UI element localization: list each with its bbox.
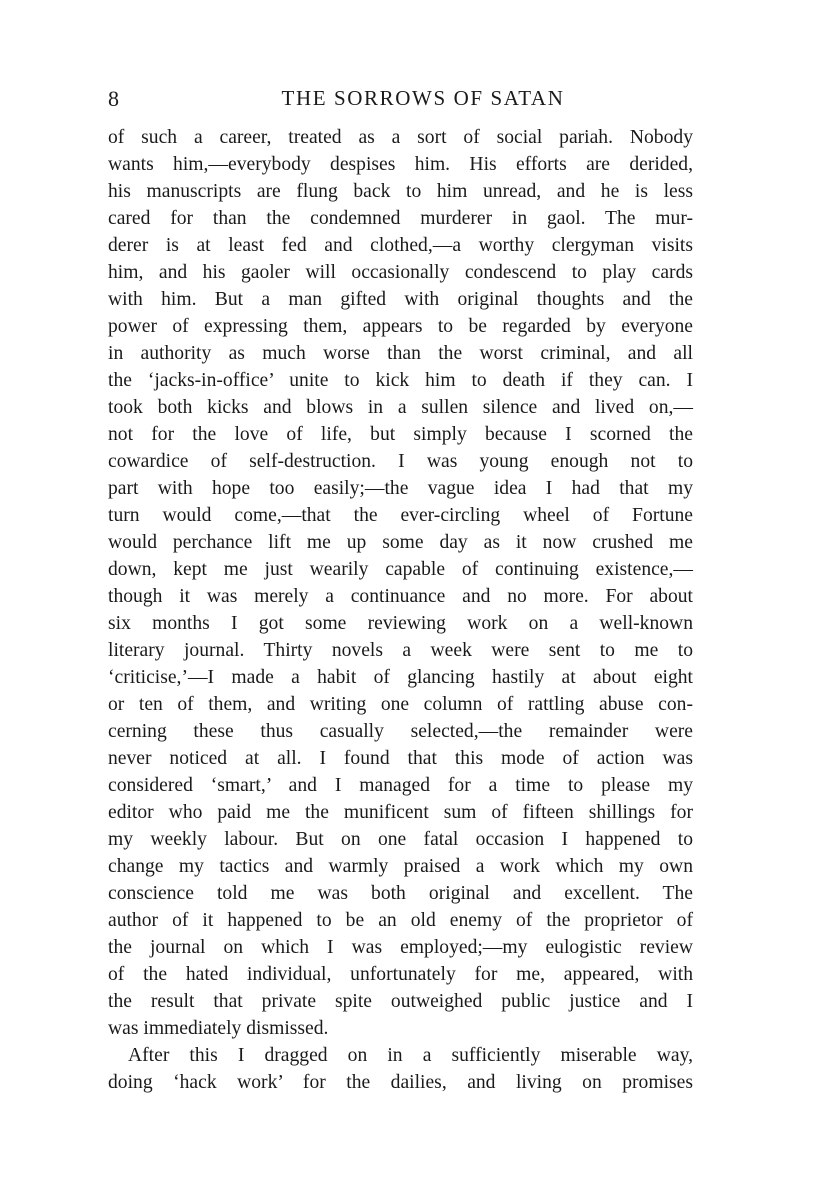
text-line: After this I dragged on in a sufficiently miserable way, [128,1045,693,1066]
text-line: conscience told me was both original and excellent. The [108,883,693,904]
text-line: six months I got some reviewing work on a well-known [108,613,693,634]
text-line: not for the love of life, but simply because I scorned the [108,424,693,445]
text-line: literary journal. Thirty novels a week were sent to me to [108,640,693,661]
text-line: took both kicks and blows in a sullen silence and lived on,— [108,397,693,418]
text-line: turn would come,—that the ever-circling wheel of Fortune [108,505,693,526]
text-line: part with hope too easily;—the vague idea I had that my [108,478,693,499]
paragraph-2 [108,1042,693,1096]
text-line: the result that private spite outweighed public justice and I [108,991,693,1012]
text-line: though it was merely a continuance and no more. For about [108,586,693,607]
text-line: was immediately dismissed. [108,1018,329,1039]
running-head [108,86,718,116]
text-line: power of expressing them, appears to be regarded by everyone [108,316,693,337]
text-line: ‘criticise,’—I made a habit of glancing hastily at about eight [108,667,693,688]
text-line: or ten of them, and writing one column of rattling abuse con- [108,694,693,715]
text-line: author of it happened to be an old enemy of the proprietor of [108,910,693,931]
text-line: derer is at least fed and clothed,—a worthy clergyman visits [108,235,693,256]
text-line: cowardice of self-destruction. I was young enough not to [108,451,693,472]
text-line: my weekly labour. But on one fatal occasion I happened to [108,829,693,850]
text-line: the journal on which I was employed;—my eulogistic review [108,937,693,958]
text-line: wants him,—everybody despises him. His efforts are derided, [108,154,693,175]
text-line: would perchance lift me up some day as it now crushed me [108,532,693,553]
page-number: 8 [108,86,120,111]
text-line: never noticed at all. I found that this mode of action was [108,748,693,769]
text-line: with him. But a man gifted with original thoughts and the [108,289,693,310]
body-text [108,124,693,1096]
text-line: in authority as much worse than the worst criminal, and all [108,343,693,364]
text-line: of such a career, treated as a sort of social pariah. Nobody [108,127,693,148]
text-line: the ‘jacks-in-office’ unite to kick him to death if they can. I [108,370,693,391]
text-line: considered ‘smart,’ and I managed for a time to please my [108,775,693,796]
text-line: of the hated individual, unfortunately for me, appeared, with [108,964,693,985]
paragraph-1 [108,124,693,1042]
running-title: THE SORROWS OF SATAN [281,86,565,110]
text-line: cared for than the condemned murderer in gaol. The mur- [108,208,693,229]
text-line: his manuscripts are flung back to him unread, and he is less [108,181,693,202]
text-line: doing ‘hack work’ for the dailies, and living on promises [108,1072,693,1093]
text-line: editor who paid me the munificent sum of fifteen shillings for [108,802,693,823]
text-line: change my tactics and warmly praised a work which my own [108,856,693,877]
text-line: cerning these thus casually selected,—the remainder were [108,721,693,742]
text-line: him, and his gaoler will occasionally condescend to play cards [108,262,693,283]
text-line: down, kept me just wearily capable of continuing existence,— [108,559,693,580]
